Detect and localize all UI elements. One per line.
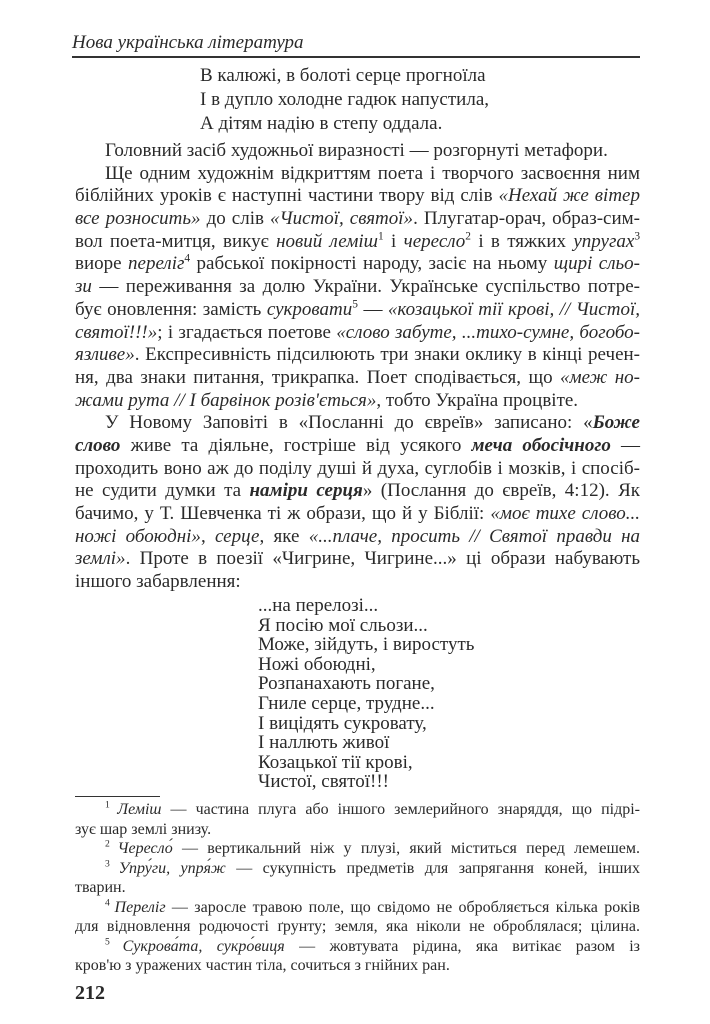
poem-line: Розпанахають погане, xyxy=(258,673,435,695)
page-number: 212 xyxy=(75,982,105,1004)
text-line xyxy=(75,253,640,276)
text-span: » (Послання до євреїв, 4:12). Як xyxy=(362,480,640,502)
text-span: — xyxy=(357,298,388,320)
emphasis-text: землі» xyxy=(75,548,126,570)
text-line xyxy=(75,344,640,367)
text-span: , яке xyxy=(259,525,309,547)
footnote-ref: 5 xyxy=(352,298,358,311)
emphasis-text: «меж но- xyxy=(560,366,640,388)
emphasis-text: язливе» xyxy=(75,344,135,366)
footnote-ref: 4 xyxy=(184,253,191,266)
text-span: — частина плуга або іншого землерийного знаряддя, що підрі- xyxy=(161,801,640,818)
poem-line: Може, зійдуть, і виростуть xyxy=(258,634,475,656)
footnote-ref: 2 xyxy=(105,838,118,850)
text-line xyxy=(75,548,640,571)
footnote-line xyxy=(75,917,640,937)
emphasis-text: новий леміш xyxy=(276,230,379,252)
text-line xyxy=(75,458,640,481)
text-line xyxy=(75,185,640,208)
text-span: біблійних уроків є наступні частини твору від слів xyxy=(75,185,499,207)
text-span: до слів xyxy=(200,208,270,230)
poem-excerpt-1 xyxy=(200,64,489,136)
footnote-divider xyxy=(75,796,160,797)
poem-line: І наллють живої xyxy=(258,732,390,754)
text-line xyxy=(75,526,640,549)
running-header xyxy=(72,30,640,58)
poem-line: І вицідять сукровату, xyxy=(258,712,427,734)
text-line xyxy=(75,299,640,322)
emphasis-text: «...плаче, просить // Святої правди на xyxy=(308,525,641,547)
text-line xyxy=(75,412,640,435)
text-span: — переживання за долю України. Українське суспільство потре- xyxy=(91,276,640,298)
text-line xyxy=(75,390,640,413)
text-span: Ще одним художнім відкриттям поета і творчого засвоєння ним xyxy=(105,162,640,184)
footnote-line xyxy=(75,800,640,820)
text-span: бачимо, у Т. Шевченка ті ж образи, що й у Біблії: xyxy=(75,503,491,524)
text-line xyxy=(75,480,640,503)
emphasis-text: Чересло́ xyxy=(117,840,173,857)
text-line xyxy=(75,276,640,299)
footnote-ref: 4 xyxy=(105,897,115,909)
text-span: . Плугатар-орач, образ-сим- xyxy=(413,208,640,230)
footnote-line xyxy=(75,898,640,918)
poem-line: ...на перелозі... xyxy=(258,595,379,616)
footnote-ref: 3 xyxy=(634,230,641,243)
poem-line: В калюжі, в болоті серце прогноїла xyxy=(200,65,486,86)
footnote-line xyxy=(75,937,640,957)
poem-line: І в дупло холодне гадюк напустила, xyxy=(200,89,489,110)
footnote-line xyxy=(75,820,640,840)
text-span: живе та діяльне, гостріше від усякого xyxy=(120,434,472,456)
emphasis-text: ножі обоюдні» xyxy=(75,525,201,547)
emphasis-text: Леміш xyxy=(117,801,162,818)
text-line xyxy=(75,571,640,594)
text-line xyxy=(75,163,640,186)
emphasis-text: все розносить» xyxy=(75,208,201,230)
emphasis-text: «моє тихе слово... xyxy=(490,503,640,524)
text-span: іншого забарвлення: xyxy=(75,571,241,593)
text-line xyxy=(75,367,640,390)
section-title: Нова українська література xyxy=(72,32,304,53)
emphasis-text: чересло xyxy=(403,230,466,252)
poem-line: А дітям надію в степу оддала. xyxy=(200,113,443,134)
footnote-line xyxy=(75,956,640,976)
emphasis-text: слово xyxy=(75,434,121,456)
footnote-line xyxy=(75,859,640,879)
text-span: ; і згадається поетове xyxy=(157,321,337,343)
body-text xyxy=(75,140,640,594)
emphasis-text: наміри серця xyxy=(249,480,363,502)
text-span: — заросле травою поле, що свідомо не обробляється кілька років xyxy=(165,898,640,916)
emphasis-text: Упру́ги, упря́ж xyxy=(118,859,226,877)
text-span: — жовтувата рідина, яка витікає разом із xyxy=(284,937,640,955)
poem-line: Козацької тії крові, xyxy=(258,751,413,773)
emphasis-text: щирі сльо- xyxy=(553,253,640,275)
footnote-line xyxy=(75,839,640,859)
text-span: ня, два знаки питання, трикрапка. Поет сподівається, що xyxy=(75,366,561,388)
text-line xyxy=(75,231,640,254)
text-span: зує шар землі знизу. xyxy=(75,820,212,838)
emphasis-text: святої!!!» xyxy=(75,321,158,343)
emphasis-text: Боже xyxy=(592,412,640,434)
emphasis-text: переліг xyxy=(128,253,185,275)
text-span: — вертикальний ніж у плузі, який міститься перед лемешем. xyxy=(172,840,640,857)
emphasis-text: «слово забуте, ...тихо-сумне, богобо- xyxy=(336,321,640,343)
text-line xyxy=(75,322,640,345)
emphasis-text: серце xyxy=(214,525,260,547)
text-span: — xyxy=(610,434,640,456)
text-line xyxy=(75,503,640,526)
text-span: виоре xyxy=(75,253,129,275)
emphasis-text: «Чистої, святої» xyxy=(269,208,414,230)
emphasis-text: зи xyxy=(75,276,92,298)
poem-excerpt-2 xyxy=(258,596,474,792)
text-span: У Новому Заповіті в «Посланні до євреїв» записано: « xyxy=(105,412,593,434)
text-span: — сукупність предметів для запрягання коней, інших xyxy=(225,859,640,877)
text-span: . Експресивність підсилюють три знаки оклику в кінці речен- xyxy=(134,344,640,366)
text-span: для відновлення родючості ґрунту; земля, яка ніколи не оброблялася; цілина. xyxy=(75,918,640,935)
footnote-ref: 2 xyxy=(465,230,471,243)
emphasis-text: упругах xyxy=(573,230,635,252)
poem-line: Ножі обоюдні, xyxy=(258,653,376,675)
emphasis-text: жами рута // І барвінок розів'ється» xyxy=(75,389,377,411)
footnotes xyxy=(75,800,640,976)
text-span: вол поета-митця, викує xyxy=(75,230,277,252)
poem-line: Гниле серце, трудне... xyxy=(258,692,435,714)
text-line xyxy=(75,435,640,458)
text-span: , тобто Україна процвіте. xyxy=(376,389,579,411)
text-span: . Проте в поезії «Чигрине, Чигрине...» ці образи набувають xyxy=(125,548,640,570)
emphasis-text: меча обосічного xyxy=(471,434,611,456)
text-span: тварин. xyxy=(75,879,126,896)
text-span: , xyxy=(200,525,215,547)
poem-line: Я посію мої сльози... xyxy=(258,614,428,636)
text-span: кров'ю з уражених частин тіла, сочиться з гнійних ран. xyxy=(75,957,450,974)
text-span: і в тяжких xyxy=(471,230,574,252)
emphasis-text: «Нехай же вітер xyxy=(498,185,640,207)
text-span: рабської покірності народу, засіє на ньому xyxy=(190,253,554,275)
text-span: бує оновлення: замість xyxy=(75,298,267,320)
text-span: і xyxy=(383,230,404,252)
text-span: проходить воно аж до поділу душі й духа, суглобів і мозків, і спосіб- xyxy=(75,457,640,479)
emphasis-text: Переліг xyxy=(114,898,166,916)
emphasis-text: сукровати xyxy=(266,298,353,320)
emphasis-text: «козацької тії крові, // Чистої, xyxy=(387,298,640,320)
text-line xyxy=(75,140,640,163)
text-span: Головний засіб художньої виразності — розгорнуті метафори. xyxy=(105,140,608,161)
text-span: не судити думки та xyxy=(75,480,250,502)
footnote-ref: 5 xyxy=(105,936,123,948)
emphasis-text: Сукрова́та, сукро́виця xyxy=(122,937,285,955)
footnote-ref: 1 xyxy=(378,230,384,243)
text-line xyxy=(75,208,640,231)
footnote-line xyxy=(75,878,640,898)
footnote-ref: 1 xyxy=(105,799,118,811)
footnote-ref: 3 xyxy=(105,858,119,870)
poem-line: Чистої, святої!!! xyxy=(258,771,389,793)
